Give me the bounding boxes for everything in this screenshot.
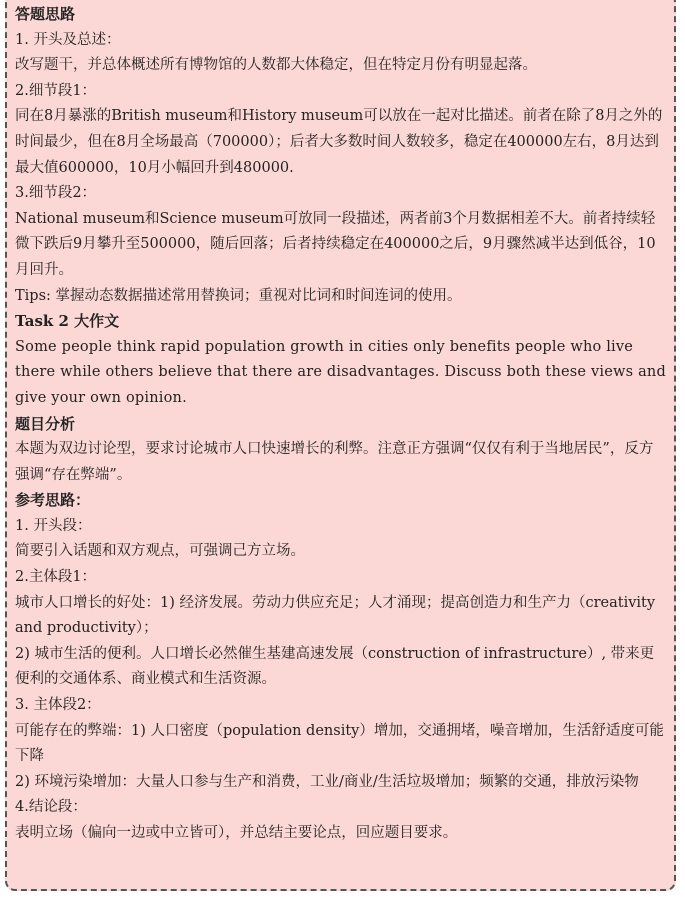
tips-text: Tips: 掌握动态数据描述常用替换词；重视对比词和时间连词的使用。	[15, 287, 462, 304]
detail-1-text: 同在8月暴涨的British museum和History museum可以放在一起对比描述。前者在除了8月之外的时间最少，但在8月全场最高（700000）；后者大多数时间人数较多，稳定在400000左右，8月达到最大值600000，10月小幅回升到480000.	[15, 108, 663, 176]
detail-1-label: 2.细节段1：	[15, 82, 97, 99]
heading-task2: Task 2 大作文	[15, 312, 120, 331]
step-intro-label: 1. 开头及总述：	[15, 31, 121, 48]
detail-2-label: 3.细节段2：	[15, 185, 97, 202]
heading-reference: 参考思路：	[15, 491, 91, 510]
step-intro-text: 改写题干，并总体概述所有博物馆的人数都大体稳定，但在特定月份有明显起落。	[15, 57, 537, 74]
body-2-point-1: 可能存在的弊端：1) 人口密度（population density）增加，交通拥堵，噪音增加，生活舒适度可能下降	[15, 722, 664, 765]
heading-answer-approach: 答题思路	[15, 5, 76, 23]
body-1-label: 2.主体段1：	[15, 569, 97, 586]
body-1-point-1: 城市人口增长的好处：1) 经济发展。劳动力供应充足；人才涌现；提高创造力和生产力（creativity and productivity）；	[15, 594, 656, 637]
body-2-label: 3. 主体段2：	[15, 697, 101, 714]
opening-text: 简要引入话题和双方观点，可强调己方立场。	[15, 543, 305, 560]
conclusion-label: 4.结论段：	[15, 799, 87, 816]
task2-prompt: Some people think rapid population growth in cities only benefits people who live there while others believe that there are disadvantages. Discuss both these views and give your own opinion.	[15, 338, 666, 406]
content-card	[5, 0, 676, 891]
analysis-text: 本题为双边讨论型，要求讨论城市人口快速增长的利弊。注意正方强调“仅仅有利于当地居民”，反方强调“存在弊端”。	[15, 441, 654, 483]
body-1-point-2: 2) 城市生活的便利。人口增长必然催生基建高速发展（construction of infrastructure）, 带来更便利的交通体系、商业模式和生活资源。	[15, 645, 655, 688]
opening-label: 1. 开头段：	[15, 517, 92, 534]
body-2-point-2: 2) 环境污染增加：大量人口参与生产和消费，工业/商业/生活垃圾增加；频繁的交通，排放污染物	[15, 773, 639, 790]
detail-2-text: National museum和Science museum可放同一段描述，两者前3个月数据相差不大。前者持续轻微下跌后9月攀升至500000，随后回落；后者持续稳定在400000之后，9月骤然减半达到低谷，10月回升。	[15, 210, 656, 278]
heading-analysis: 题目分析	[15, 414, 76, 433]
conclusion-text: 表明立场（偏向一边或中立皆可），并总结主要论点，回应题目要求。	[15, 825, 458, 841]
